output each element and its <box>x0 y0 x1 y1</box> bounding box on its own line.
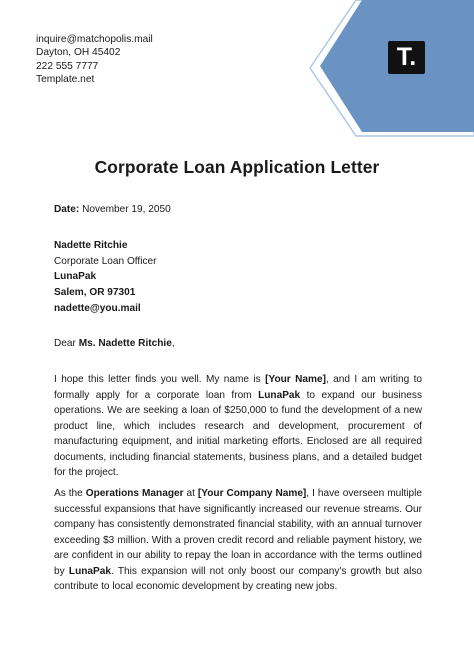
body-paragraph-credentials: As the Operations Manager at [Your Company Name], I have overseen multiple successful expansions that have significantly increased our revenue streams. Our company has consistently demonstrated financial stability, with an annual turnover exceeding $3 million. With a proven credit record and reliable payment history, we are confident in our ability to repay the loan in accordance with the terms outlined by LunaPak. This expansion will not only boost our company's growth but also contribute to local economic development by creating new jobs. <box>54 488 422 593</box>
brand-logo: T. <box>388 41 425 74</box>
sender-website: Template.net <box>36 73 95 85</box>
salutation-name: Ms. Nadette Ritchie <box>78 338 172 349</box>
recipient-city-state: Salem, OR 97301 <box>54 287 136 299</box>
letter-date <box>54 204 422 215</box>
date-value: November 19, 2050 <box>82 204 171 215</box>
recipient-email: nadette@you.mail <box>54 302 141 314</box>
sender-email: inquire@matchopolis.mail <box>36 34 153 45</box>
recipient-block <box>54 238 422 317</box>
body-paragraph-intro: I hope this letter finds you well. My name is [Your Name], and I am writing to formally apply for a corporate loan from LunaPak to expand our business operations. We are seeking a loan of $250,000 to fund the development of a new product line, which includes research and development, procurement of manufacturing equipment, and initial marketing efforts. Enclosed are all required documents, including financial statements, business plans, and a detailed budget for the project. <box>54 374 423 479</box>
recipient-position: Corporate Loan Officer <box>54 255 157 267</box>
salutation-prefix: Dear <box>54 338 76 349</box>
sender-phone: 222 555 7777 <box>36 60 99 72</box>
sender-contact-block <box>36 33 153 86</box>
recipient-name: Nadette Ritchie <box>54 240 128 251</box>
sender-address: Dayton, OH 45402 <box>36 47 121 59</box>
salutation <box>54 338 422 349</box>
date-label: Date: <box>54 204 80 215</box>
document-title: Corporate Loan Application Letter <box>94 157 380 177</box>
recipient-company: LunaPak <box>54 271 97 283</box>
salutation-suffix: , <box>171 338 175 349</box>
